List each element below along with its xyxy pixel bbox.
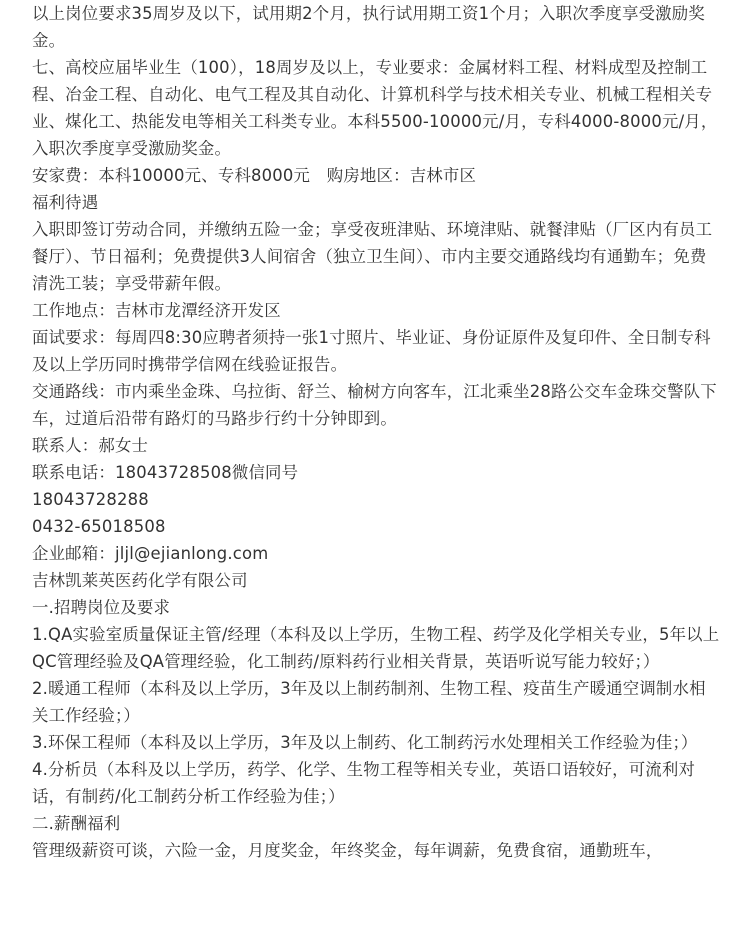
contact-phone-2: 18043728288: [32, 490, 149, 509]
heading-compensation: 二.薪酬福利: [32, 814, 121, 833]
contact-phone: 联系电话：18043728508微信同号: [32, 463, 299, 482]
paragraph-settlement-allowance: 安家费：本科10000元、专科8000元 购房地区：吉林市区: [32, 166, 477, 185]
article-body: [32, 0, 722, 864]
position-analyst: 4.分析员（本科及以上学历，药学、化学、生物工程等相关专业，英语口语较好，可流利对话，有制药/化工制药分析工作经验为佳；）: [32, 760, 696, 806]
contact-phone-3: 0432-65018508: [32, 517, 166, 536]
paragraph-interview-requirements: 面试要求：每周四8:30应聘者须持一张1寸照片、毕业证、身份证原件及复印件、全日制专科及以上学历同时携带学信网在线验证报告。: [32, 328, 711, 374]
heading-benefits: 福利待遇: [32, 193, 99, 212]
contact-person: 联系人：郝女士: [32, 436, 149, 455]
paragraph-age-requirement: 以上岗位要求35周岁及以下，试用期2个月，执行试用期工资1个月；入职次季度享受激励奖金。: [32, 4, 705, 50]
heading-positions: 一.招聘岗位及要求: [32, 598, 171, 617]
paragraph-benefits: 入职即签订劳动合同，并缴纳五险一金；享受夜班津贴、环境津贴、就餐津贴（厂区内有员工餐厅）、节日福利；免费提供3人间宿舍（独立卫生间）、市内主要交通路线均有通勤车；免费清洗工装；享受带薪年假。: [32, 220, 713, 293]
company-name: 吉林凯莱英医药化学有限公司: [32, 571, 248, 590]
position-hvac-engineer: 2.暖通工程师（本科及以上学历，3年及以上制药制剂、生物工程、疫苗生产暖通空调制水相关工作经验；）: [32, 679, 706, 725]
paragraph-transport-route: 交通路线：市内乘坐金珠、乌拉街、舒兰、榆树方向客车，江北乘坐28路公交车金珠交警队下车，过道后沿带有路灯的马路步行约十分钟即到。: [32, 382, 717, 428]
paragraph-compensation: 管理级薪资可谈，六险一金，月度奖金，年终奖金，每年调薪，免费食宿，通勤班车，: [32, 841, 663, 860]
position-qa-manager: 1.QA实验室质量保证主管/经理（本科及以上学历，生物工程、药学及化学相关专业，5年以上QC管理经验及QA管理经验，化工制药/原料药行业相关背景，英语听说写能力较好；）: [32, 625, 720, 671]
position-environmental-engineer: 3.环保工程师（本科及以上学历，3年及以上制药、化工制药污水处理相关工作经验为佳；）: [32, 733, 698, 752]
paragraph-graduate-positions: 七、高校应届毕业生（100），18周岁及以上，专业要求：金属材料工程、材料成型及控制工程、冶金工程、自动化、电气工程及其自动化、计算机科学与技术相关专业、机械工程相关专业、煤化工、热能发电等相关工科类专业。本科5500-10000元/月，专科4000-8000元/月，入职次季度享受激励奖金。: [32, 58, 718, 158]
contact-email: 企业邮箱：jljl@ejianlong.com: [32, 544, 269, 563]
paragraph-work-location: 工作地点：吉林市龙潭经济开发区: [32, 301, 281, 320]
